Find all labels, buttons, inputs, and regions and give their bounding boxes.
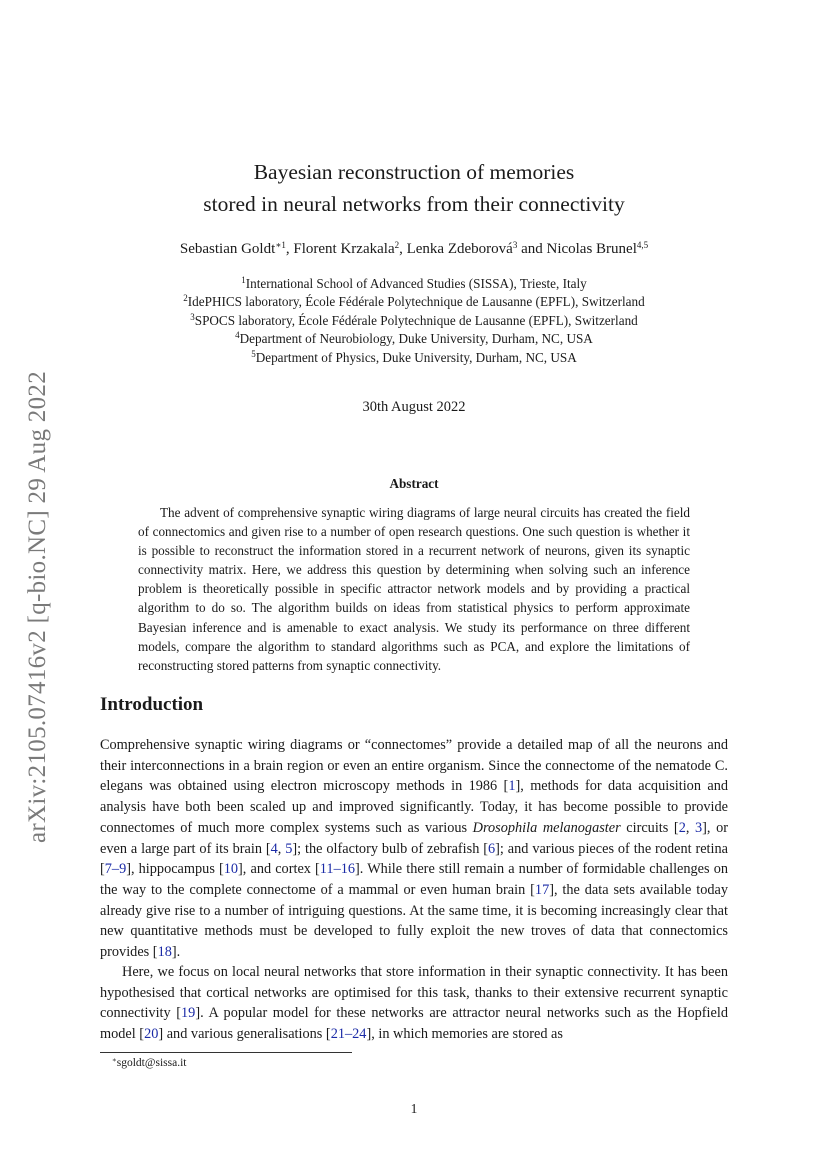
citation-link[interactable]: 7–9 xyxy=(104,861,127,878)
affiliation xyxy=(100,293,728,311)
affiliation xyxy=(100,330,728,348)
affiliation-text: SPOCS laboratory, École Fédérale Polytechnique de Lausanne (EPFL), Switzerland xyxy=(194,312,638,328)
body-text: ] and various generalisations [ xyxy=(158,1026,331,1043)
body-text: ]. xyxy=(171,944,181,961)
author-name: Nicolas Brunel xyxy=(546,241,637,257)
abstract-text: The advent of comprehensive synaptic wiring diagrams of large neural circuits has created the field of connectomics and given rise to a number of open research questions. One such question is whether it is possible to reconstruct the information stored in a recurrent network of neurons, given its synaptic connectivity matrix. Here, we address this question by determining when solving such an inference problem is theoretically possible in specific attractor network models and by providing a practical algorithm to do so. The algorithm builds on ideas from statistical physics to perform approximate Bayesian inference and is amenable to exact analysis. We study its performance on three different models, compare the algorithm to standard algorithms such as PCA, and explore the limitations of reconstructing stored patterns from synaptic connectivity. xyxy=(138,505,690,673)
author-name: Sebastian Goldt xyxy=(179,241,276,257)
citation-link[interactable]: 17 xyxy=(534,881,550,898)
body-text: ], or even a large part of its brain [ xyxy=(100,819,728,857)
citation-link[interactable]: 2 xyxy=(678,819,686,836)
arxiv-identifier: arXiv:2105.07416v2 [q-bio.NC] 29 Aug 2022 xyxy=(24,371,51,843)
citation-link[interactable]: 20 xyxy=(144,1026,159,1043)
citation-link[interactable]: 19 xyxy=(181,1005,196,1022)
footnote-rule xyxy=(100,1052,352,1053)
author-affiliation-mark: 2 xyxy=(394,240,400,250)
affiliation-text: IdePHICS laboratory, École Fédérale Polytechnique de Lausanne (EPFL), Switzerland xyxy=(187,294,645,310)
body-text: Comprehensive synaptic wiring diagrams or “connectomes” provide a detailed map of all the neurons and their interconnections in a brain region or even an entire organism. Since the connectome of the nematode C. elegans was obtained using electron microscopy methods in 1986 [ xyxy=(100,737,728,795)
author-separator: , xyxy=(285,241,294,257)
species-name: Drosophila melanogaster xyxy=(472,819,621,836)
body-text: Here, we focus on local neural networks that store information in their synaptic connectivity. It has been hypothesised that cortical networks are optimised for this task, thanks to their extensive recurrent synaptic connectivity [ xyxy=(100,964,728,1022)
footnote xyxy=(112,1057,186,1069)
intro-paragraph-2 xyxy=(100,962,728,1045)
author-separator: and xyxy=(517,241,547,257)
citation-link[interactable]: 3 xyxy=(695,819,703,836)
body-text: ], hippocampus [ xyxy=(126,861,224,878)
arxiv-sidebar xyxy=(16,342,60,872)
affiliation-number: 4 xyxy=(235,330,240,341)
affiliation-number: 5 xyxy=(251,348,256,359)
citation-link[interactable]: 21–24 xyxy=(330,1026,367,1043)
affiliation-list xyxy=(100,275,728,367)
footnote-mark: ∗ xyxy=(112,1056,117,1064)
body-text: ]. While there still remain a number of formidable challenges on the way to the complete connectome of a mammal or even human brain [ xyxy=(100,861,728,898)
body-text: ]. A popular model for these networks are attractor neural networks such as the Hopfield model [ xyxy=(100,1005,728,1043)
body-text: ], in which memories are stored as xyxy=(366,1026,563,1043)
author-affiliation-mark: ∗1 xyxy=(275,240,286,250)
title-line-1: Bayesian reconstruction of memories xyxy=(253,160,575,184)
paper-title xyxy=(100,156,728,220)
body-text: ]; the olfactory bulb of zebrafish [ xyxy=(292,840,489,857)
citation-link[interactable]: 6 xyxy=(488,840,496,857)
affiliation xyxy=(100,312,728,330)
title-line-2: stored in neural networks from their connectivity xyxy=(203,192,625,216)
intro-paragraph-1 xyxy=(100,735,728,963)
citation-link[interactable]: 5 xyxy=(285,840,293,857)
body-text: circuits [ xyxy=(620,819,679,836)
body-text: , xyxy=(685,819,696,836)
body-text: ]; and various pieces of the rodent retina [ xyxy=(100,840,728,878)
body-text: ], the data sets available today already give rise to a number of intriguing questions. At the same time, it is becoming increasingly clear that new quantitative methods must be developed to fully exploit the new troves of data that connectomics provides [ xyxy=(100,881,729,961)
affiliation xyxy=(100,349,728,367)
citation-link[interactable]: 11–16 xyxy=(319,861,356,878)
affiliation-number: 1 xyxy=(241,275,246,285)
affiliation-number: 2 xyxy=(183,293,188,304)
citation-link[interactable]: 10 xyxy=(223,861,239,878)
author-list xyxy=(100,238,728,260)
body-text: , xyxy=(277,840,286,857)
citation-link[interactable]: 4 xyxy=(270,840,278,857)
author-affiliation-mark: 4,5 xyxy=(636,240,649,250)
affiliation xyxy=(100,275,728,293)
author-affiliation-mark: 3 xyxy=(512,240,518,250)
affiliation-number: 3 xyxy=(190,311,195,322)
affiliation-text: International School of Advanced Studies (SISSA), Trieste, Italy xyxy=(245,276,587,291)
abstract-heading: Abstract xyxy=(389,476,439,491)
publication-date: 30th August 2022 xyxy=(362,399,466,415)
citation-link[interactable]: 1 xyxy=(508,778,516,795)
page-number: 1 xyxy=(410,1101,418,1116)
affiliation-text: Department of Physics, Duke University, Durham, NC, USA xyxy=(255,349,577,365)
citation-link[interactable]: 18 xyxy=(157,944,172,961)
footnote-email: sgoldt@sissa.it xyxy=(116,1057,187,1069)
author-name: Florent Krzakala xyxy=(293,241,395,257)
author-name: Lenka Zdeborová xyxy=(406,241,513,257)
body-text: ], methods for data acquisition and analysis have both been scaled up and improved significantly. Today, it has become possible to provide connectomes of much more complex systems such as various xyxy=(100,778,728,836)
author-separator: , xyxy=(399,241,407,257)
section-heading-introduction: Introduction xyxy=(100,694,204,715)
affiliation-text: Department of Neurobiology, Duke University, Durham, NC, USA xyxy=(239,331,593,347)
body-text: ], and cortex [ xyxy=(238,861,320,878)
